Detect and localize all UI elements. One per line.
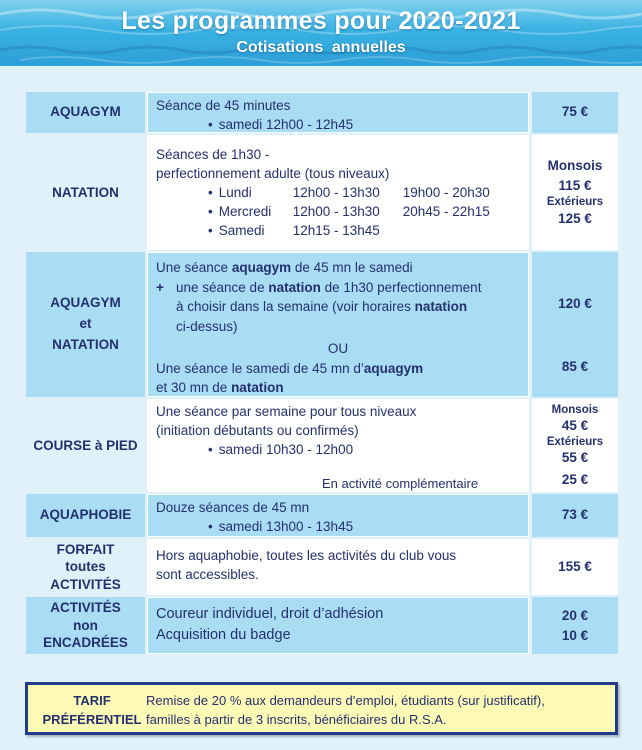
desc-note: En activité complémentaire <box>322 476 479 491</box>
text-bold: aquagym <box>363 360 424 376</box>
text-part: à choisir dans la semaine (voir horaires <box>176 299 415 314</box>
row-label-text: non <box>73 617 98 633</box>
price-value: 73 € <box>561 507 589 523</box>
desc-or: OU <box>327 341 349 356</box>
row-desc-aquagym <box>147 92 529 133</box>
row-label-text: toutes <box>65 559 106 575</box>
row-price-natation <box>532 135 618 250</box>
text-part: et 30 mn de <box>156 380 232 395</box>
schedule-day: Lundi <box>218 185 252 200</box>
tarif-preferentiel-box <box>25 682 618 735</box>
row-price-forfait <box>532 539 618 595</box>
page-title: Les programmes pour 2020-2021 <box>121 7 521 35</box>
row-price-aquagym <box>532 92 618 133</box>
tarif-label-line: PRÉFÉRENTIEL <box>42 712 142 727</box>
row-desc-course <box>147 399 529 492</box>
row-price-aquaphobie <box>532 494 618 537</box>
page-subtitle: Cotisations annuelles <box>236 39 406 56</box>
desc-schedule: • samedi 10h30 - 12h00 <box>156 440 520 459</box>
schedule-slot: 12h00 - 13h30 <box>292 204 380 219</box>
desc-line: Une séance par semaine pour tous niveaux <box>156 404 417 419</box>
schedule-row-lundi <box>156 183 520 202</box>
desc-line: Hors aquaphobie, toutes les activités du club vous <box>156 548 457 563</box>
schedule-row-samedi <box>156 221 520 240</box>
row-label-text: ACTIVITÉS <box>50 576 121 592</box>
price-value: 55 € <box>561 450 589 466</box>
text-bold: aquagym <box>231 260 292 275</box>
desc-line: ci-dessus) <box>176 318 238 334</box>
row-label-natation <box>26 135 145 250</box>
desc-schedule: • samedi 13h00 - 13h45 <box>156 517 520 536</box>
row-label-text: NATATION <box>52 184 119 200</box>
row-label-text: et <box>79 316 92 332</box>
row-label-text: AQUAGYM <box>50 104 121 120</box>
price-value: 25 € <box>561 471 589 487</box>
text-part: de 45 mn le samedi <box>291 260 413 275</box>
row-label-text: COURSE à PIED <box>33 437 138 453</box>
price-value: 120 € <box>558 296 592 311</box>
price-value: 75 € <box>561 104 589 120</box>
row-label-non-encadrees <box>26 597 145 654</box>
text-part: Une séance le samedi de 45 mn d’ <box>156 360 364 376</box>
schedule-slot: 12h00 - 13h30 <box>292 185 380 200</box>
price-value: 125 € <box>558 211 592 227</box>
tarif-label-line: TARIF <box>73 693 111 708</box>
desc-line <box>156 278 520 298</box>
desc-line: Douze séances de 45 mn <box>156 500 310 515</box>
desc-line <box>156 258 520 278</box>
schedule-day: Mercredi <box>218 204 272 219</box>
price-category-label: Monsois <box>547 157 603 173</box>
row-label-aquagym <box>26 92 145 133</box>
row-desc-aquaphobie <box>147 494 529 537</box>
desc-line <box>156 359 520 379</box>
row-label-text: ACTIVITÉS <box>50 600 121 616</box>
row-label-forfait <box>26 539 145 595</box>
tarif-label <box>36 691 148 729</box>
row-label-text: FORFAIT <box>56 541 115 557</box>
row-label-aquaphobie <box>26 494 145 537</box>
desc-line: Coureur individuel, droit d’adhésion <box>156 606 384 622</box>
desc-line: (initiation débutants ou confirmés) <box>156 423 359 438</box>
price-value: 10 € <box>561 627 589 643</box>
plus-sign: + <box>156 279 164 295</box>
price-value: 155 € <box>558 558 592 574</box>
price-category-label: Extérieurs <box>546 435 604 448</box>
text-bold: natation <box>231 380 284 395</box>
text-part: une séance de <box>176 279 269 295</box>
text-bold: natation <box>414 299 468 314</box>
desc-line: sont accessibles. <box>156 567 259 582</box>
row-desc-non-encadrees <box>147 597 529 654</box>
desc-schedule: • samedi 12h00 - 12h45 <box>156 115 520 134</box>
row-label-aquagym-natation <box>26 252 145 397</box>
row-label-text: AQUAPHOBIE <box>39 507 132 523</box>
schedule-row-mercredi <box>156 202 520 221</box>
row-label-text: AQUAGYM <box>50 295 121 311</box>
row-label-text: ENCADRÉES <box>43 635 128 651</box>
text-bold: natation <box>268 279 321 295</box>
text-part: Une séance <box>156 260 232 275</box>
schedule-slot: 19h00 - 20h30 <box>402 185 490 200</box>
desc-line: Séance de 45 minutes <box>156 98 291 113</box>
price-category-label: Monsois <box>551 403 599 416</box>
row-desc-forfait <box>147 539 529 595</box>
schedule-slot: 12h15 - 13h45 <box>292 223 380 238</box>
header-banner <box>0 0 642 66</box>
price-value: 85 € <box>561 359 589 374</box>
schedule-slot: 20h45 - 22h15 <box>402 204 490 219</box>
price-value: 45 € <box>561 418 589 434</box>
desc-line <box>156 378 520 398</box>
desc-line: Séances de 1h30 - <box>156 147 270 162</box>
price-value: 20 € <box>561 607 589 623</box>
desc-line <box>156 297 520 317</box>
row-price-course <box>532 399 618 492</box>
price-value: 115 € <box>558 177 592 193</box>
tarif-text <box>146 691 616 729</box>
price-category-label: Extérieurs <box>546 196 604 209</box>
row-desc-natation <box>147 135 529 250</box>
text-part: de 1h30 perfectionnement <box>320 279 482 295</box>
schedule-day: Samedi <box>218 223 265 238</box>
tarif-text-line: Remise de 20 % aux demandeurs d’emploi, étudiants (sur justificatif), <box>146 693 545 708</box>
row-label-text: NATATION <box>52 336 119 352</box>
desc-line: Acquisition du badge <box>156 627 291 643</box>
row-price-non-encadrees <box>532 597 618 654</box>
row-label-course <box>26 399 145 492</box>
row-price-aquagym-natation <box>532 252 618 397</box>
tarif-text-line: familles à partir de 3 inscrits, bénéficiaires du R.S.A. <box>146 712 447 727</box>
desc-line: perfectionnement adulte (tous niveaux) <box>156 166 390 181</box>
row-desc-aquagym-natation <box>147 252 529 397</box>
